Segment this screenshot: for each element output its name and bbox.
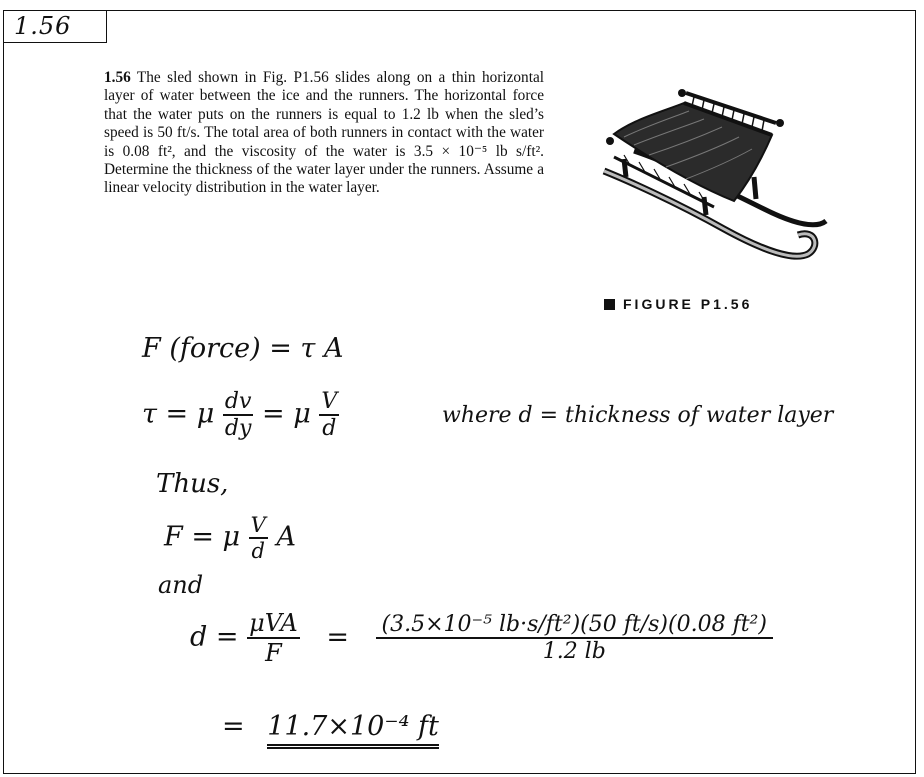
solution-line-4: d = $\frac{\text{μVA}}{F}$ = $\frac{\text{(3.5×10⁻⁵ lb·s/ft²)(50 ft/s)(0.08 ft²)}}{1.2 lb}$ xyxy=(190,609,773,667)
solution-line-1: F (force) = τ A xyxy=(142,333,344,364)
problem-label-box xyxy=(4,11,107,43)
solution-and: and xyxy=(158,571,204,599)
sled-illustration xyxy=(594,89,834,294)
solution-line-2: τ = μ $\frac{dv}{dy}$ = μ $\frac{V}{d}$ xyxy=(142,389,338,441)
problem-text: The sled shown in Fig. P1.56 slides along on a thin horizontal layer of water between the ice and the runners. The horizontal force that the water puts on the runners is equal to 1.2 lb when the sled’s speed is 50 ft/s. The total area of both runners in contact with the water is 0.08 ft², and the viscosity of the water is 3.5 × 10⁻⁵ lb s/ft². Determine the thickness of the water layer under the runners. Assume a linear velocity distribution in the water layer. xyxy=(104,69,544,197)
problem-statement xyxy=(104,69,544,198)
solution-page xyxy=(3,10,916,774)
solution-result: 11.7×10⁻⁴ ft xyxy=(267,711,439,749)
problem-label: 1.56 xyxy=(14,12,72,40)
figure-caption: FIGURE P1.56 xyxy=(604,296,752,312)
solution-result-line: = 11.7×10⁻⁴ ft xyxy=(222,711,439,749)
solution-thus: Thus, xyxy=(156,469,229,499)
solution-line-3: F = μ $\frac{V}{d}$ A xyxy=(164,513,296,563)
solution-note: where d = thickness of water layer xyxy=(442,403,834,428)
caption-square-icon xyxy=(604,299,615,310)
problem-number: 1.56 xyxy=(104,69,131,86)
